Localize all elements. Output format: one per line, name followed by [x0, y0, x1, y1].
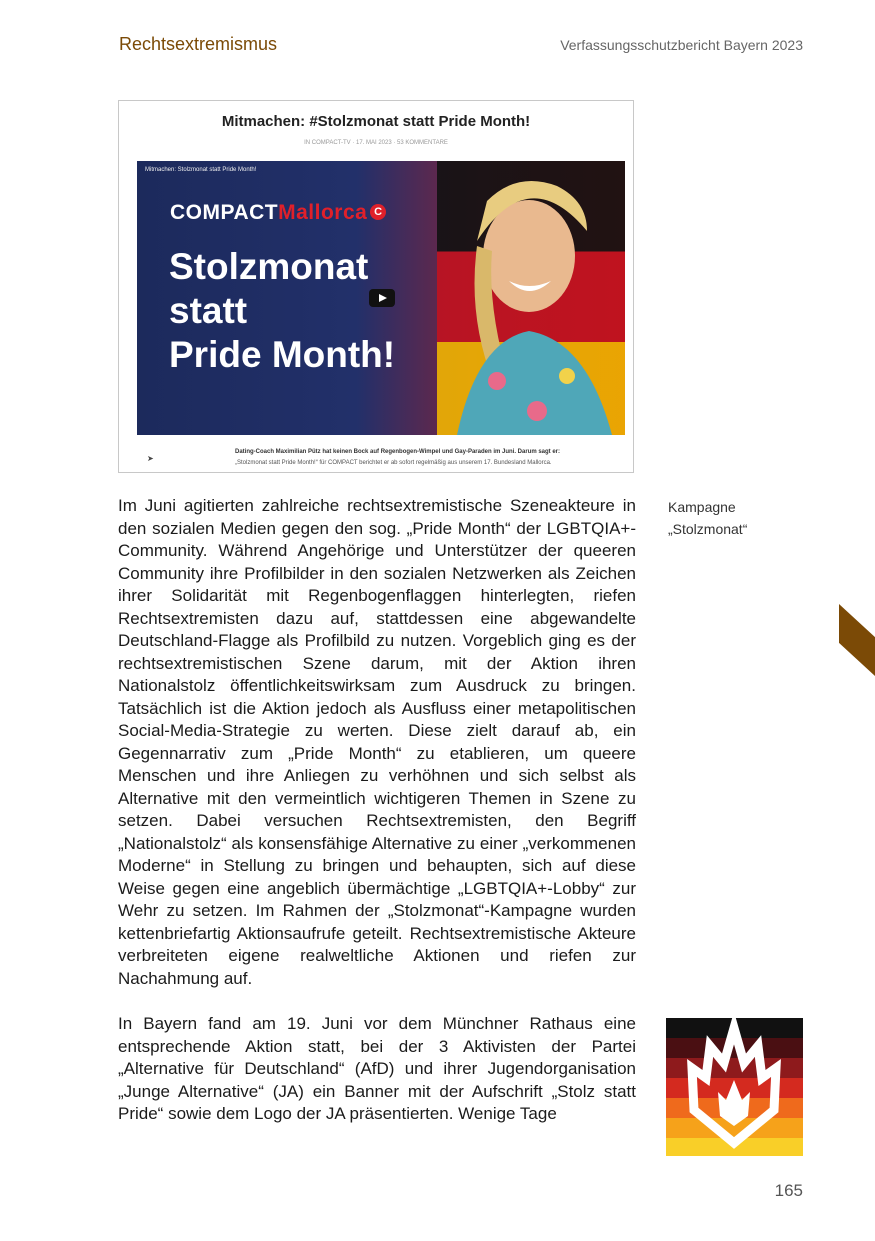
- article-title: Mitmachen: #Stolzmonat statt Pride Month!: [221, 113, 531, 130]
- compact-logo: [170, 201, 386, 225]
- video-caption: Mitmachen: Stolzmonat statt Pride Month!: [145, 167, 257, 173]
- body-paragraph-2: In Bayern fand am 19. Juni vor dem Münchner Rathaus eine entsprechende Aktion statt, bei der 3 Aktivisten der Partei „Alternative für Deutschland“ (AfD) und ihrer Jugendorganisation „Junge Alternative“ (JA) ein Banner mit der Aufschrift „Stolz statt Pride“ sowie dem Logo der JA präsentierten. Wenige Tage: [118, 1014, 636, 1123]
- chapter-tab-marker: [839, 604, 875, 676]
- video-description-line1: Dating-Coach Maximilian Pütz hat keinen Bock auf Regenbogen-Wimpel und Gay-Paraden im Juni. Darum sagt er:: [235, 449, 560, 455]
- woman-portrait-image: [437, 161, 625, 435]
- brand-badge: C: [370, 204, 386, 220]
- margin-note-line: Kampagne: [668, 499, 736, 515]
- report-title: Verfassungsschutzbericht Bayern 2023: [560, 37, 803, 53]
- slogan-line: statt: [169, 290, 248, 331]
- margin-note: [668, 496, 747, 540]
- video-thumbnail[interactable]: [137, 161, 625, 435]
- slogan-line: Stolzmonat: [169, 246, 369, 287]
- share-icon[interactable]: ➤: [147, 454, 154, 463]
- stolzmonat-flag-logo: [666, 1018, 803, 1156]
- video-slogan: [169, 245, 395, 377]
- article-meta: IN COMPACT-TV · 17. MAI 2023 · 53 KOMMENTARE: [304, 140, 448, 146]
- video-description-line2: „Stolzmonat statt Pride Month!“ für COMPACT berichtet er ab sofort regelmäßig aus unserem 17. Bundesland Mallorca.: [235, 460, 552, 466]
- slogan-line: Pride Month!: [169, 334, 396, 375]
- section-title: Rechtsextremismus: [119, 34, 278, 54]
- body-paragraph-1: Im Juni agitierten zahlreiche rechtsextremistische Szeneakteure in den sozialen Medien gegen den sog. „Pride Month“ der LGBTQIA+-Community. Während Angehörige und Unterstützer der queeren Community ihre Profilbilder in den sozialen Netzwerken als Zeichen ihrer Solidarität mit Regenbogenflaggen hinterlegten, riefen Rechtsextremisten dazu auf, stattdessen eine abgewandelte Deutschland-Flagge als Profilbild zu nutzen. Vorgeblich ging es der rechtsextremistischen Szene darum, mit der Aktion ihren Nationalstolz öffentlichkeitswirksam zum Ausdruck zu bringen. Tatsächlich ist die Aktion jedoch als Ausfluss einer metapolitischen Social-Media-Strategie zu werten. Diese zielt darauf ab, ein Gegennarrativ zum „Pride Month“ zu etablieren, um queere Menschen und ihre Anliegen zu verhöhnen und sich selbst als Alternative mit den vermeintlich wichtigeren Themen in Szene zu setzen. Dabei versuchen Rechtsextremisten, den Begriff „Nationalstolz“ als konsensfähige Alternative zu einer „verkommenen Moderne“ in Stellung zu bringen und behaupten, sich auf diese Weise gegen eine angeblich übermächtige „LGBTQIA+-Lobby“ zur Wehr zu setzen. Im Rahmen der „Stolzmonat“-Kampagne wurden kettenbriefartig Aktionsaufrufe geteilt. Rechtsextremistische Akteure verbreiteten eigene realweltliche Aktionen und riefen zur Nachahmung auf.: [118, 496, 636, 988]
- brand-main: COMPACT: [170, 201, 279, 224]
- play-icon[interactable]: [369, 289, 395, 307]
- flame-icon: [666, 1018, 803, 1156]
- page-number: 165: [774, 1181, 803, 1200]
- campaign-screenshot: [118, 100, 634, 473]
- margin-note-line: „Stolzmonat“: [668, 521, 748, 537]
- brand-accent: Mallorca: [278, 201, 368, 224]
